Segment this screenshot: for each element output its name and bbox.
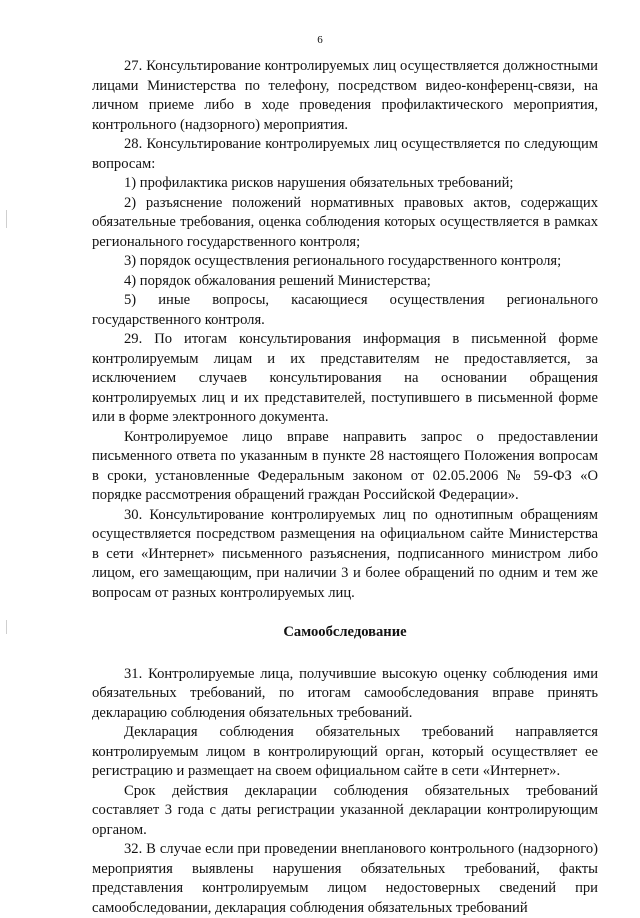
page-number: 6: [317, 34, 323, 46]
list-item: 4) порядок обжалования решений Министерства;: [124, 272, 431, 289]
paragraph-31: 31. Контролируемые лица, получившие высокую оценку соблюдения ими обязательных требований, по итогам самообследования вправе принять декларацию соблюдения обязательных требований.: [92, 665, 598, 721]
paragraph-declaration: Декларация соблюдения обязательных требований направляется контролируемым лицом в контролирующий орган, который осуществляет ее регистрацию и размещает на своем официальном сайте в сети «Интернет».: [92, 724, 598, 779]
paragraph-29: 29. По итогам консультирования информация в письменной форме контролируемым лицам и их представителям не предоставляется, за исключением случаев консультирования на основании обращения контролируемых лиц и их представителей, поступившего в письменной форме или в форме электронного документа.: [92, 331, 598, 425]
paragraph-validity: Срок действия декларации соблюдения обязательных требований составляет 3 года с даты регистрации указанной декларации контролирующим органом.: [92, 782, 598, 838]
document-body: [92, 57, 598, 918]
paragraph-28: 28. Консультирование контролируемых лиц осуществляется по следующим вопросам:: [92, 136, 598, 172]
paragraph-30: 30. Консультирование контролируемых лиц по однотипным обращениям осуществляется посредством размещения на официальном сайте Министерства в сети «Интернет» письменного разъяснения, подписанного министром либо лицом, его замещающим, при наличии 3 и более обращений по одним и тем же вопросам от разных контролируемых лиц.: [92, 506, 598, 601]
paragraph-32: 32. В случае если при проведении внепланового контрольного (надзорного) мероприятия выявлены нарушения обязательных требований, факты представления контролируемым лицом недостоверных сведений при самообследовании, декларация соблюдения обязательных требований: [92, 841, 598, 916]
list-item: 3) порядок осуществления регионального государственного контроля;: [124, 253, 562, 269]
list-item: 2) разъяснение положений нормативных правовых актов, содержащих обязательные требования, оценка соблюдения которых осуществляется в рамках регионального государственного контроля;: [92, 194, 598, 250]
paragraph-27: 27. Консультирование контролируемых лиц осуществляется должностными лицами Министерства по телефону, посредством видео-конференц-связи, на личном приеме либо в ходе проведения профилактического мероприятия, контрольного (надзорного) мероприятия.: [92, 58, 598, 133]
scan-edge-mark: [6, 210, 7, 228]
section-heading: Самообследование: [283, 624, 407, 640]
list-item: 5) иные вопросы, касающиеся осуществления регионального государственного контроля.: [92, 292, 598, 328]
list-item: 1) профилактика рисков нарушения обязательных требований;: [124, 175, 514, 191]
scan-edge-mark: [6, 620, 7, 634]
paragraph-request: Контролируемое лицо вправе направить запрос о предоставлении письменного ответа по указанным в пункте 28 настоящего Положения вопросам в сроки, установленные Федеральным законом от 02.05.2006 № 59-ФЗ «О порядке рассмотрения обращений граждан Российской Федерации».: [92, 428, 598, 503]
